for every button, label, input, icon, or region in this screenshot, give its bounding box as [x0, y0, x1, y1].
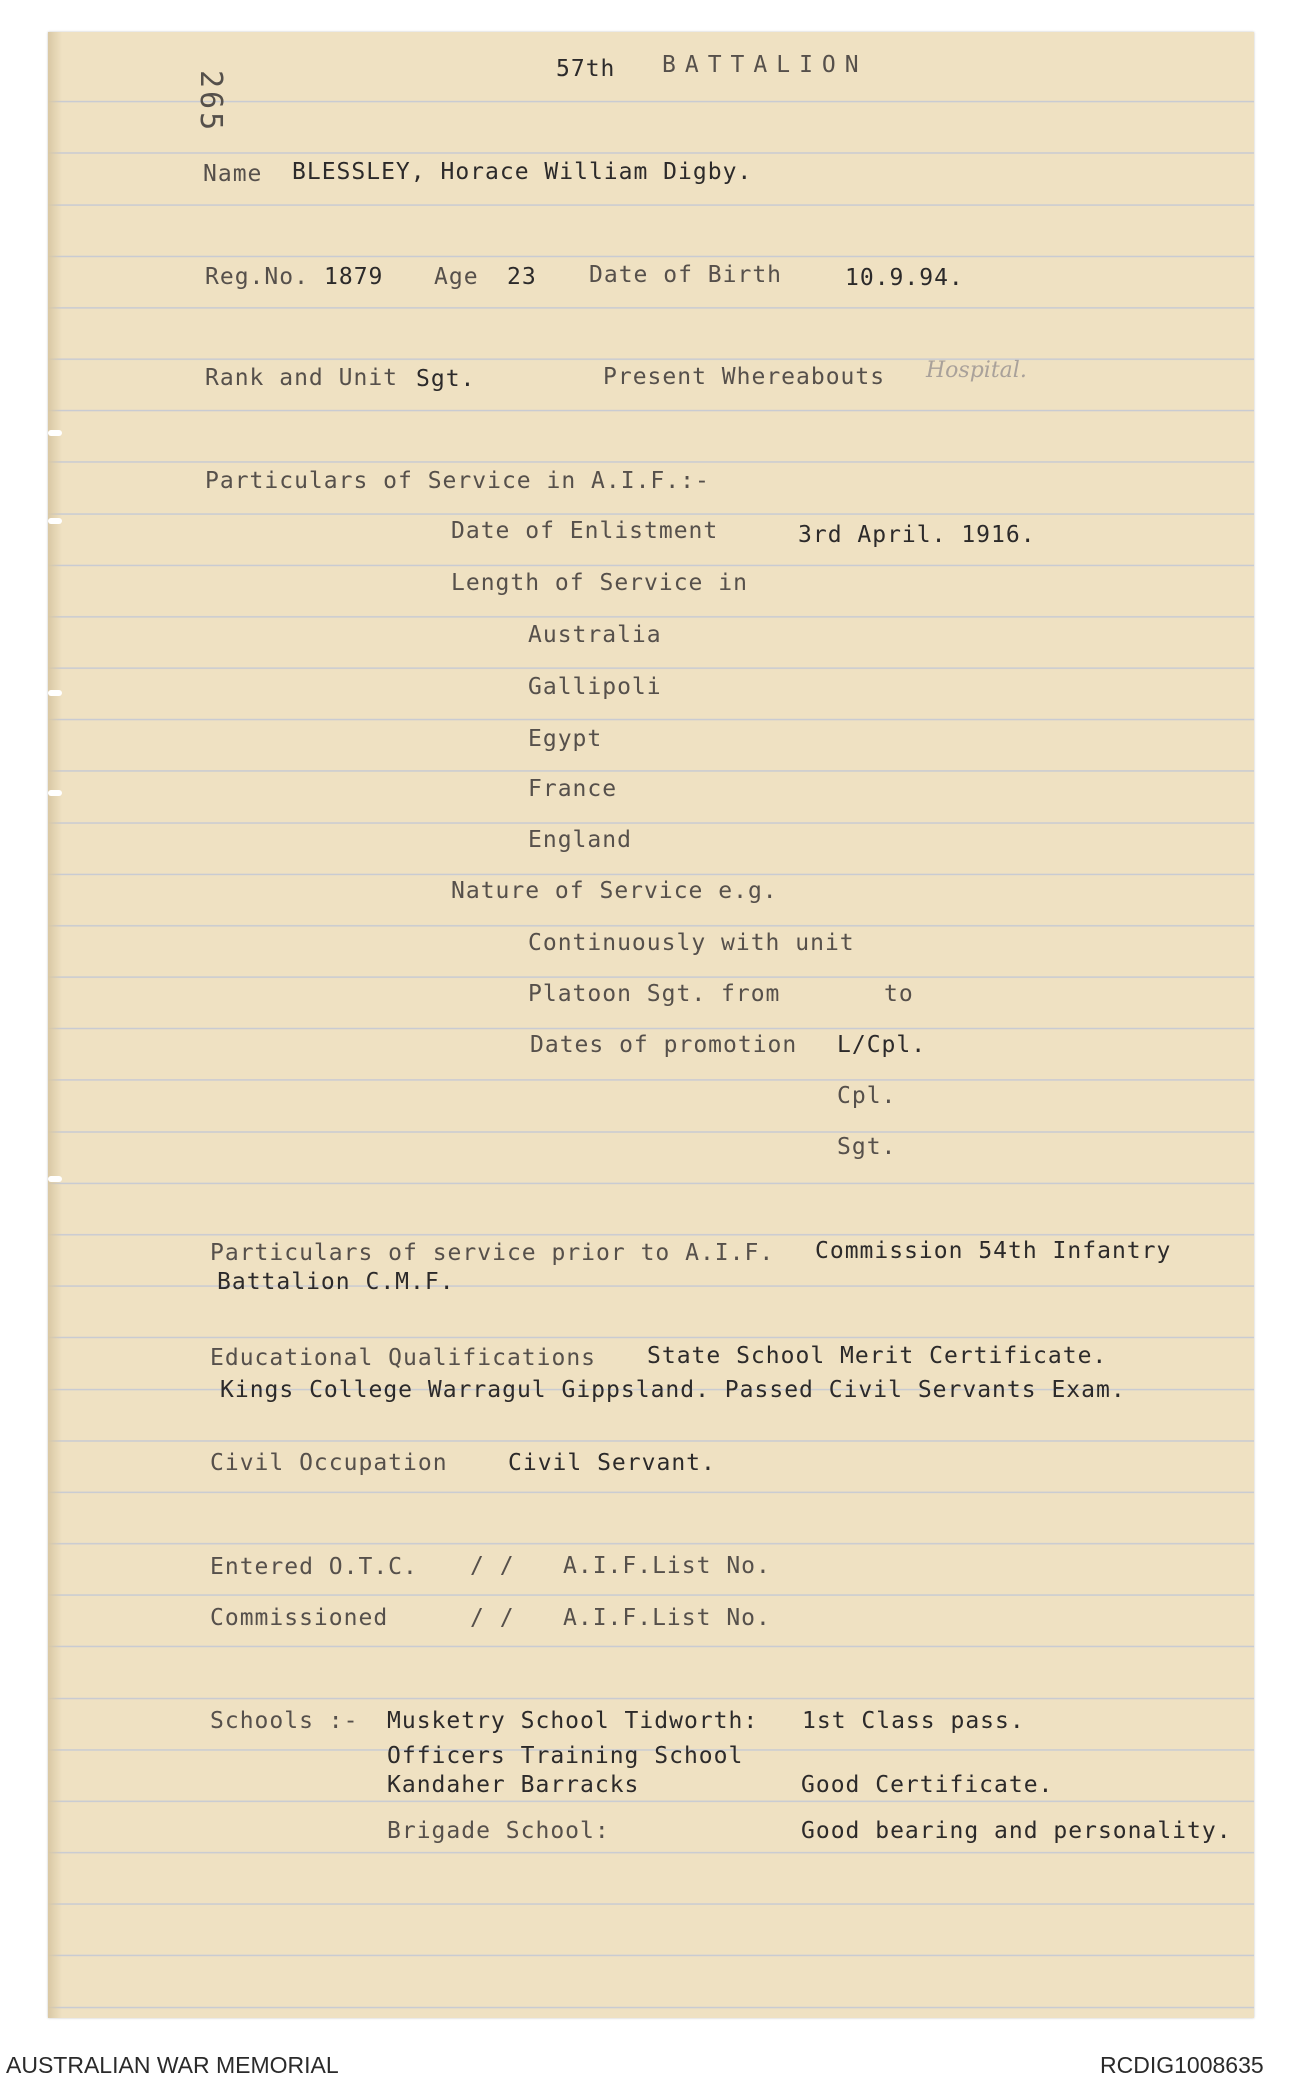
binder-hole: [48, 790, 62, 796]
occupation-value: Civil Servant.: [508, 1450, 716, 1476]
binder-hole: [48, 1176, 62, 1182]
promotion-label: Dates of promotion: [530, 1032, 798, 1058]
binder-hole: [48, 430, 62, 436]
otc-label: Entered O.T.C.: [210, 1554, 418, 1580]
prior-service-value-line2: Battalion C.M.F.: [217, 1269, 455, 1295]
reg-value: 1879: [324, 264, 384, 290]
location-england: England: [528, 827, 632, 853]
school-officers: Officers Training School: [387, 1743, 744, 1769]
reg-label: Reg.No.: [205, 264, 309, 290]
education-value-line2: Kings College Warragul Gippsland. Passed Civil Servants Exam.: [220, 1377, 1126, 1403]
education-value: State School Merit Certificate.: [647, 1343, 1108, 1369]
education-label: Educational Qualifications: [210, 1345, 597, 1371]
otc-date: / /: [470, 1553, 515, 1579]
prior-service-label: Particulars of service prior to A.I.F.: [210, 1240, 775, 1266]
enlistment-label: Date of Enlistment: [451, 518, 719, 544]
platoon-label: Platoon Sgt. from: [528, 981, 781, 1007]
age-label: Age: [434, 264, 479, 290]
name-value: BLESSLEY, Horace William Digby.: [292, 159, 753, 185]
binder-hole: [48, 690, 62, 696]
binder-hole: [48, 518, 62, 524]
location-egypt: Egypt: [528, 726, 603, 752]
whereabouts-handwritten: Hospital.: [926, 358, 1027, 383]
commissioned-label: Commissioned: [210, 1605, 389, 1631]
length-label: Length of Service in: [451, 570, 748, 596]
promotion-sgt: Sgt.: [837, 1134, 897, 1160]
platoon-to: to: [884, 981, 914, 1007]
location-france: France: [528, 776, 618, 802]
dob-value: 10.9.94.: [845, 265, 964, 291]
school-musketry: Musketry School Tidworth:: [387, 1708, 759, 1734]
occupation-label: Civil Occupation: [210, 1450, 448, 1476]
nature-label: Nature of Service e.g.: [451, 878, 778, 904]
school-brigade: Brigade School:: [387, 1818, 610, 1844]
whereabouts-label: Present Whereabouts: [603, 364, 886, 390]
name-label: Name: [203, 161, 263, 187]
school-officers-line2: Kandaher Barracks: [387, 1772, 640, 1798]
school-officers-result: Good Certificate.: [801, 1772, 1054, 1798]
prior-service-value: Commission 54th Infantry: [815, 1238, 1172, 1264]
page-number: 265: [193, 70, 228, 134]
promotion-cpl: Cpl.: [837, 1083, 897, 1109]
age-value: 23: [507, 264, 537, 290]
location-australia: Australia: [528, 622, 662, 648]
school-musketry-result: 1st Class pass.: [802, 1708, 1025, 1734]
service-heading: Particulars of Service in A.I.F.:-: [205, 468, 710, 494]
otc-list-label: A.I.F.List No.: [563, 1553, 771, 1579]
battalion-number: 57th: [556, 56, 616, 82]
battalion-heading: BATTALION: [662, 52, 868, 78]
footer-id: RCDIG1008635: [1100, 2052, 1264, 2078]
footer-source: AUSTRALIAN WAR MEMORIAL: [6, 2052, 339, 2078]
continuously-label: Continuously with unit: [528, 930, 855, 956]
location-gallipoli: Gallipoli: [528, 674, 662, 700]
school-brigade-result: Good bearing and personality.: [801, 1818, 1232, 1844]
rank-label: Rank and Unit: [205, 365, 399, 391]
enlistment-value: 3rd April. 1916.: [798, 522, 1036, 548]
promotion-lcpl: L/Cpl.: [837, 1032, 927, 1058]
rank-value: Sgt.: [416, 366, 476, 392]
commissioned-date: / /: [470, 1605, 515, 1631]
commissioned-list-label: A.I.F.List No.: [563, 1605, 771, 1631]
dob-label: Date of Birth: [589, 262, 783, 288]
schools-label: Schools :-: [210, 1708, 359, 1734]
